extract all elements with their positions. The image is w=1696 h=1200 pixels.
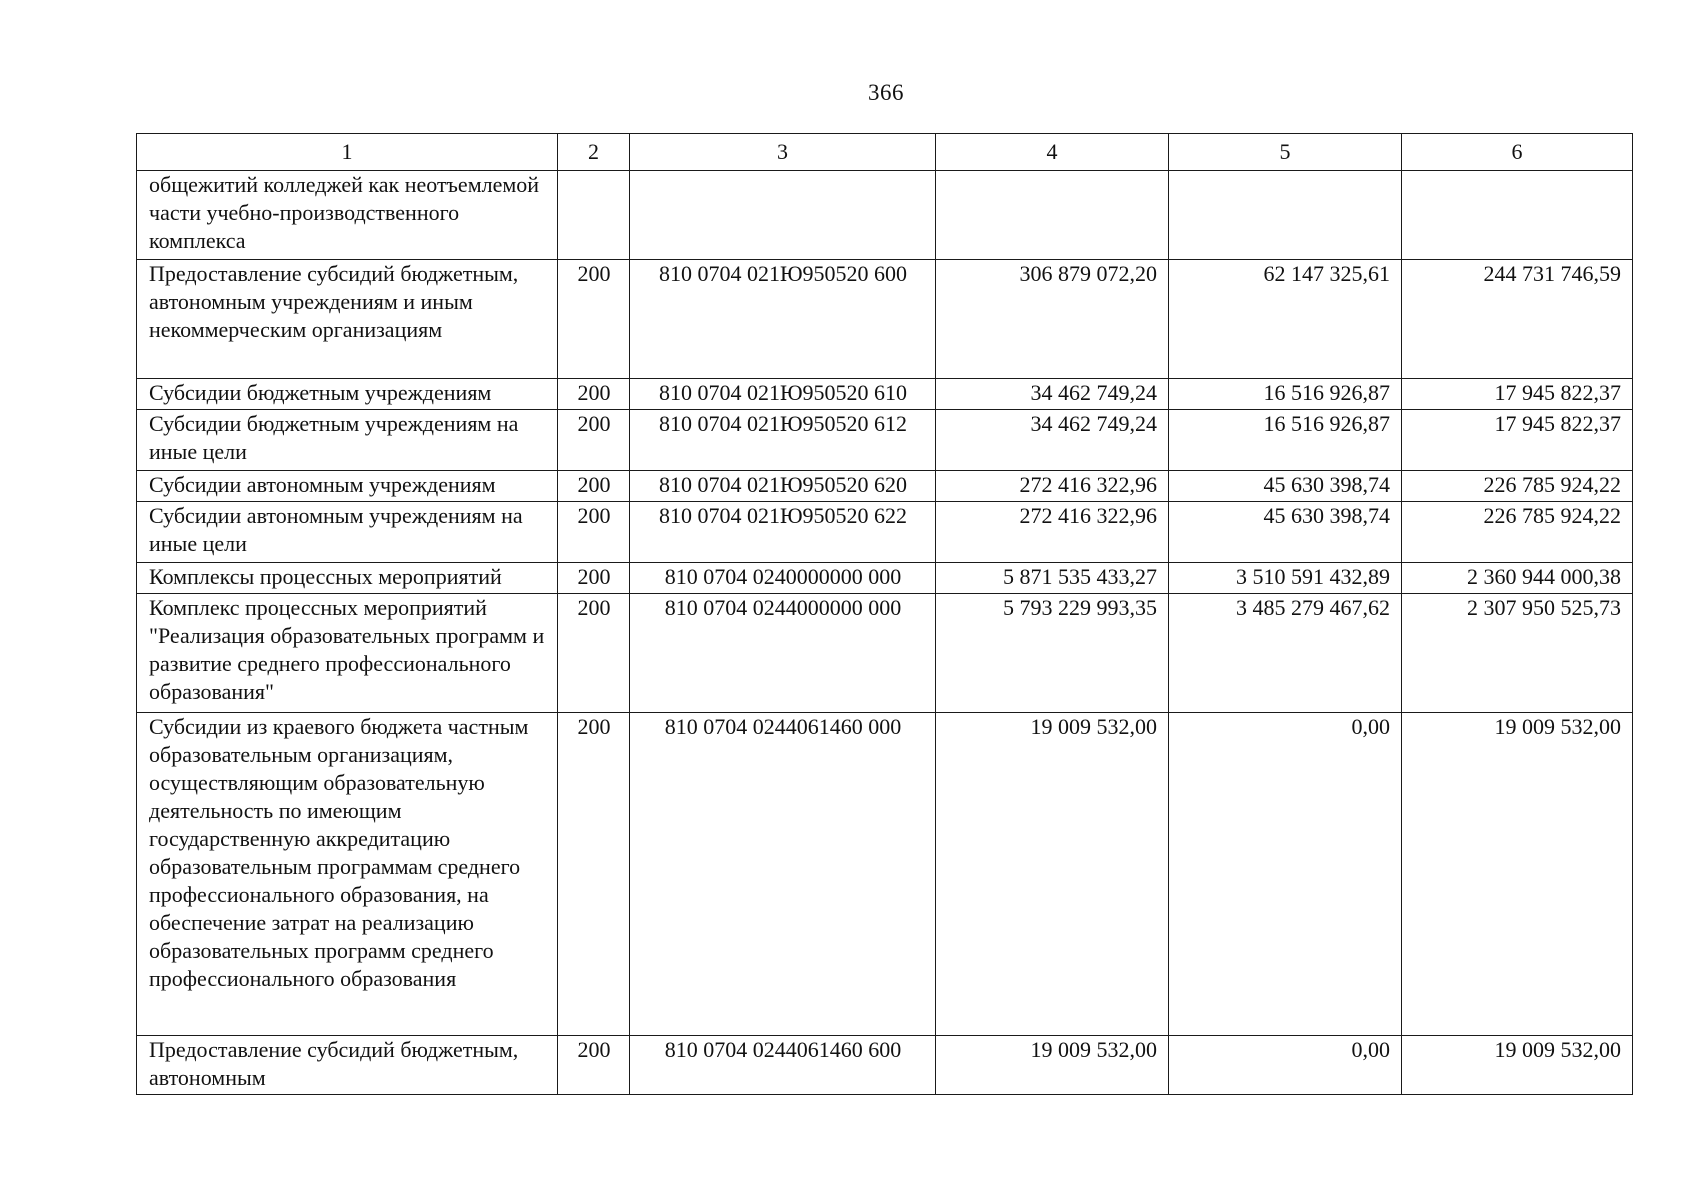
table-row <box>137 502 1633 563</box>
row-code: 810 0704 0244061460 600 <box>630 1036 936 1095</box>
row-value-6: 226 785 924,22 <box>1402 471 1633 502</box>
row-code: 810 0704 021Ю950520 620 <box>630 471 936 502</box>
row-code <box>630 171 936 260</box>
budget-table <box>136 133 1633 1095</box>
row-code: 810 0704 0244061460 000 <box>630 713 936 1036</box>
row-grbs: 200 <box>558 379 630 410</box>
column-header: 1 <box>137 134 558 171</box>
row-value-5: 16 516 926,87 <box>1169 410 1402 471</box>
row-code: 810 0704 021Ю950520 600 <box>630 260 936 379</box>
table-row <box>137 260 1633 379</box>
row-code: 810 0704 021Ю950520 612 <box>630 410 936 471</box>
row-grbs: 200 <box>558 471 630 502</box>
row-value-4: 272 416 322,96 <box>936 502 1169 563</box>
row-value-4: 34 462 749,24 <box>936 410 1169 471</box>
column-header: 4 <box>936 134 1169 171</box>
table-row <box>137 594 1633 713</box>
row-value-5: 3 485 279 467,62 <box>1169 594 1402 713</box>
row-name: Комплексы процессных мероприятий <box>137 563 558 594</box>
row-value-5: 0,00 <box>1169 1036 1402 1095</box>
row-name: Субсидии автономным учреждениям на иные цели <box>137 502 558 563</box>
row-value-6: 19 009 532,00 <box>1402 713 1633 1036</box>
row-value-6: 17 945 822,37 <box>1402 410 1633 471</box>
row-grbs <box>558 171 630 260</box>
column-header: 3 <box>630 134 936 171</box>
row-value-6: 244 731 746,59 <box>1402 260 1633 379</box>
row-value-4: 19 009 532,00 <box>936 713 1169 1036</box>
row-grbs: 200 <box>558 502 630 563</box>
column-header: 6 <box>1402 134 1633 171</box>
row-value-5: 45 630 398,74 <box>1169 502 1402 563</box>
row-code: 810 0704 0240000000 000 <box>630 563 936 594</box>
row-name: Комплекс процессных мероприятий "Реализация образовательных программ и развитие среднего профессионального образования" <box>137 594 558 713</box>
row-name: общежитий колледжей как неотъемлемой части учебно-производственного комплекса <box>137 171 558 260</box>
row-name: Субсидии бюджетным учреждениям на иные цели <box>137 410 558 471</box>
row-value-5: 0,00 <box>1169 713 1402 1036</box>
table-row <box>137 563 1633 594</box>
row-grbs: 200 <box>558 713 630 1036</box>
row-value-6: 226 785 924,22 <box>1402 502 1633 563</box>
row-code: 810 0704 021Ю950520 622 <box>630 502 936 563</box>
row-code: 810 0704 0244000000 000 <box>630 594 936 713</box>
row-name: Субсидии из краевого бюджета частным образовательным организациям, осуществляющим образовательную деятельность по имеющим государственную аккредитацию образовательным программам среднего профессионального образования, на обеспечение затрат на реализацию образовательных программ среднего профессионального образования <box>137 713 558 1036</box>
row-value-5: 62 147 325,61 <box>1169 260 1402 379</box>
row-value-6 <box>1402 171 1633 260</box>
row-value-5 <box>1169 171 1402 260</box>
row-value-4: 34 462 749,24 <box>936 379 1169 410</box>
row-name: Субсидии автономным учреждениям <box>137 471 558 502</box>
row-value-5: 45 630 398,74 <box>1169 471 1402 502</box>
row-value-4 <box>936 171 1169 260</box>
table-row <box>137 471 1633 502</box>
header-row <box>137 134 1633 171</box>
row-name: Субсидии бюджетным учреждениям <box>137 379 558 410</box>
row-value-4: 272 416 322,96 <box>936 471 1169 502</box>
column-header: 5 <box>1169 134 1402 171</box>
table-row <box>137 1036 1633 1095</box>
row-value-4: 19 009 532,00 <box>936 1036 1169 1095</box>
row-value-6: 17 945 822,37 <box>1402 379 1633 410</box>
table-row <box>137 410 1633 471</box>
row-name: Предоставление субсидий бюджетным, автономным <box>137 1036 558 1095</box>
row-grbs: 200 <box>558 1036 630 1095</box>
column-header: 2 <box>558 134 630 171</box>
row-grbs: 200 <box>558 260 630 379</box>
page-number: 366 <box>868 80 904 105</box>
row-value-6: 2 360 944 000,38 <box>1402 563 1633 594</box>
table-row <box>137 713 1633 1036</box>
table-row <box>137 171 1633 260</box>
row-name: Предоставление субсидий бюджетным, автономным учреждениям и иным некоммерческим организациям <box>137 260 558 379</box>
row-value-5: 3 510 591 432,89 <box>1169 563 1402 594</box>
row-grbs: 200 <box>558 410 630 471</box>
row-value-4: 5 871 535 433,27 <box>936 563 1169 594</box>
row-grbs: 200 <box>558 594 630 713</box>
table-row <box>137 379 1633 410</box>
row-value-6: 2 307 950 525,73 <box>1402 594 1633 713</box>
row-code: 810 0704 021Ю950520 610 <box>630 379 936 410</box>
row-value-4: 306 879 072,20 <box>936 260 1169 379</box>
row-value-4: 5 793 229 993,35 <box>936 594 1169 713</box>
row-grbs: 200 <box>558 563 630 594</box>
row-value-5: 16 516 926,87 <box>1169 379 1402 410</box>
row-value-6: 19 009 532,00 <box>1402 1036 1633 1095</box>
